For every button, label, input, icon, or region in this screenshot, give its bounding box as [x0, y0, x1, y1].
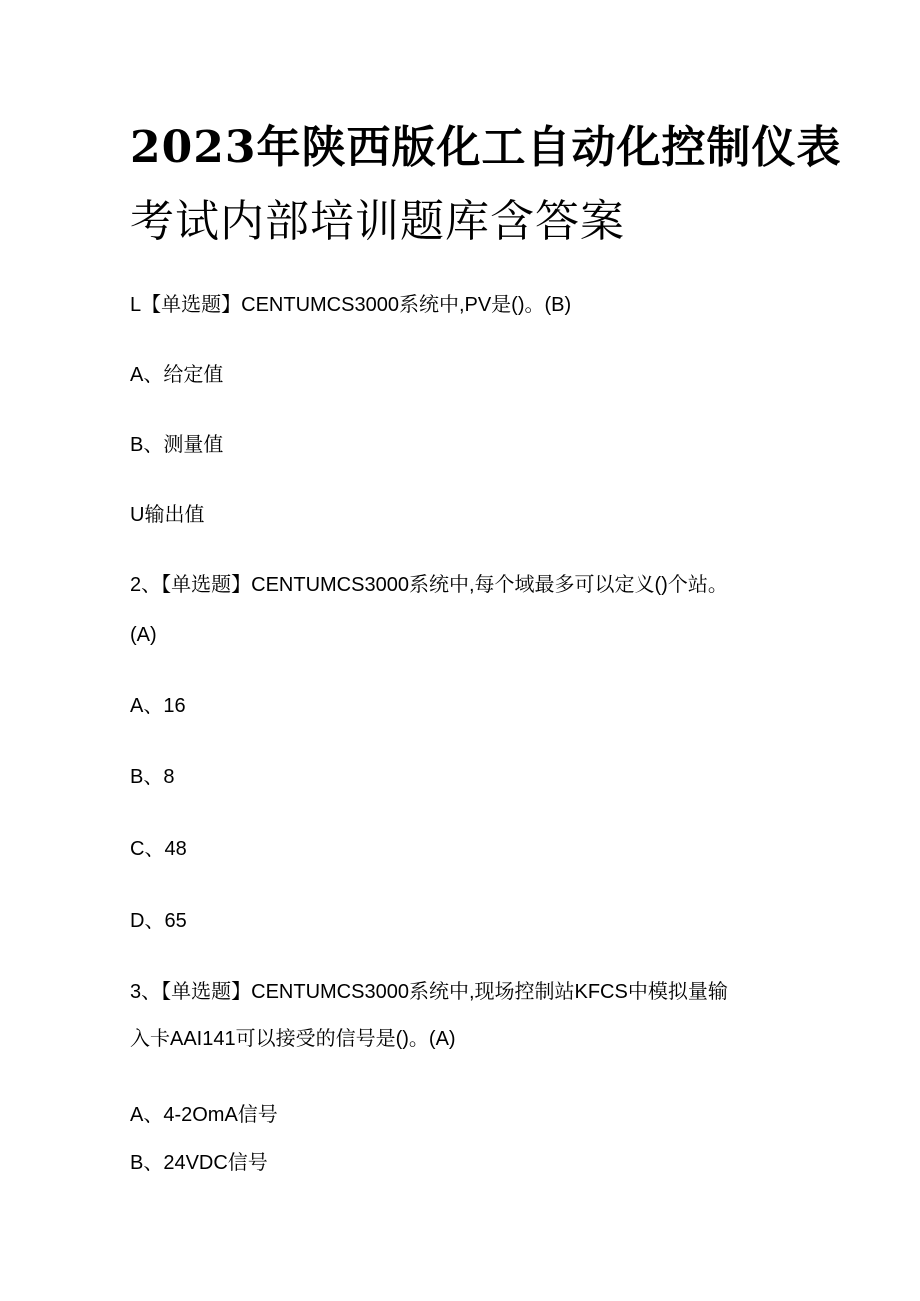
question-2-stem-line-1: 2、【单选题】CENTUMCS3000系统中,每个域最多可以定义()个站。 — [130, 574, 728, 596]
question-3-option-a: A、4-2OmA信号 — [130, 1104, 278, 1126]
document-title-line-1 — [130, 118, 842, 178]
question-3-stem-line-2: 入卡AAI141可以接受的信号是()。(A) — [130, 1028, 456, 1050]
question-2-stem-line-2: (A) — [130, 624, 157, 646]
question-2-option-d: D、65 — [130, 910, 187, 932]
title-text: 年陕西版化工自动化控制仪表 — [256, 122, 842, 173]
question-2-option-a: A、16 — [130, 695, 186, 717]
question-2-option-b: B、8 — [130, 766, 175, 788]
question-1-option-a: A、给定值 — [130, 364, 224, 386]
title-year: 2023 — [130, 122, 257, 173]
question-3-stem-line-1: 3、【单选题】CENTUMCS3000系统中,现场控制站KFCS中模拟量输 — [130, 981, 728, 1003]
question-1-option-c: U输出值 — [130, 504, 205, 526]
question-1-option-b: B、测量值 — [130, 434, 224, 456]
question-1-stem: L【单选题】CENTUMCS3000系统中,PV是()。(B) — [130, 294, 572, 316]
question-2-option-c: C、48 — [130, 838, 187, 860]
question-3-option-b: B、24VDC信号 — [130, 1152, 268, 1174]
document-title-line-2: 考试内部培训题库含答案 — [130, 196, 625, 247]
